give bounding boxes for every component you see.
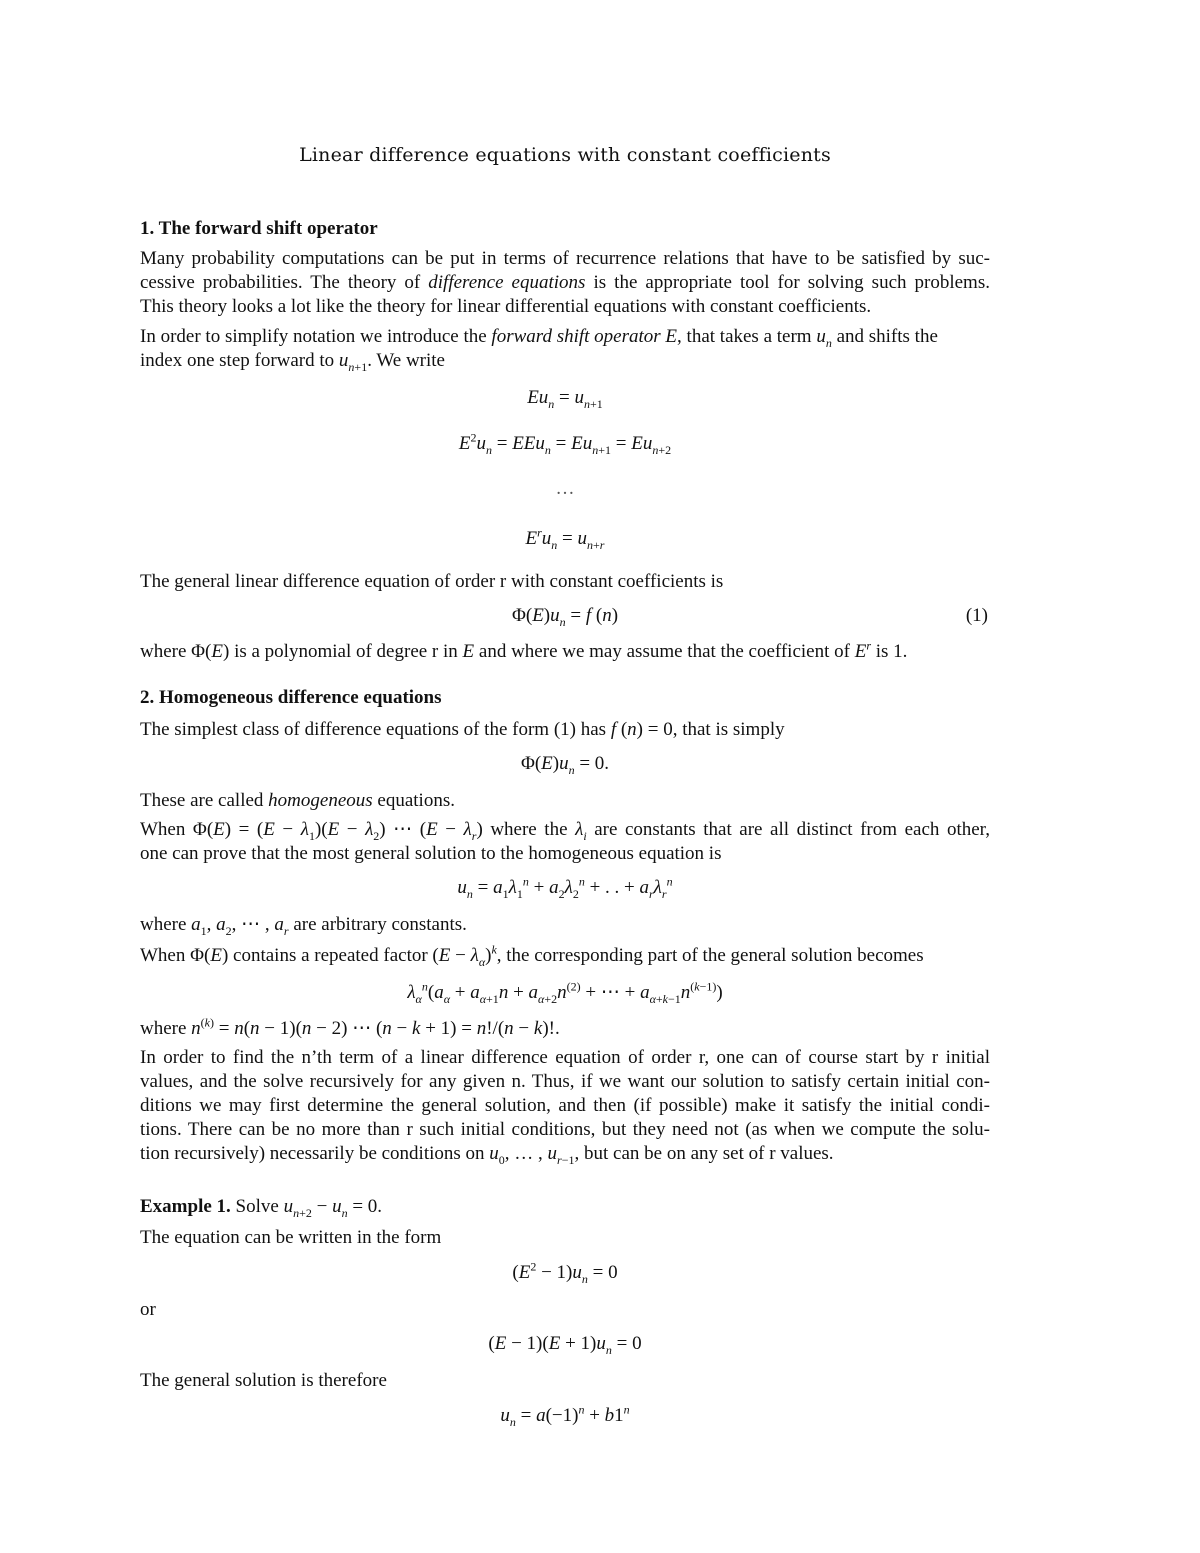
paragraph-line: When Φ(E) contains a repeated factor $(E - \lambda_\alpha)^k$, the corresponding part of the general solution becomes (140, 942, 924, 969)
paragraph-distinct-roots (140, 818, 990, 866)
equation-shift-2: $E^2u_n = EEu_n = Eu_{n+1} = Eu_{n+2}$ (458, 430, 672, 457)
paragraph-line: where $n^{(k)} = n(n - 1)(n - 2)$ ⋯ (n − k + 1) = n!/(n − k)!. (140, 1015, 560, 1039)
example-1-statement (140, 1195, 990, 1219)
paragraph-line: ditions we may first determine the general solution, and then (if possible) make it satisfy the initial condi- (140, 1095, 990, 1116)
section-2-heading: 2. Homogeneous difference equations (140, 687, 442, 708)
paragraph-line: This theory looks a lot like the theory for linear differential equations with constant coefficients. (140, 296, 872, 317)
equation-shift-1: $Eu_n = u_{n+1}$ (527, 387, 603, 411)
paragraph-line: Many probability computations can be put in terms of recurrence relations that have to be satisfied by suc- (140, 248, 990, 269)
paragraph-line: The simplest class of difference equations of the form (1) has f (n) = 0, that is simply (140, 719, 785, 740)
paragraph-repeated-factor (140, 944, 990, 968)
paragraph-line: These are called homogeneous equations. (140, 790, 455, 811)
paragraph-line: or (140, 1299, 156, 1320)
paragraph-initial-conditions (140, 1046, 990, 1166)
page-title: Linear difference equations with constant coefficients (299, 144, 831, 166)
paragraph-line: tion recursively) necessarily be conditions on $u_0$, … , $u_{r-1}$, but can be on any set of r values. (140, 1143, 834, 1167)
paragraph-falling-factorial (140, 1017, 990, 1041)
paragraph-arbitrary-constants (140, 913, 990, 937)
paragraph-or (140, 1298, 990, 1322)
paragraph-intro (140, 247, 990, 319)
paragraph-general-equation (140, 570, 990, 594)
paragraph-line: The equation can be written in the form (140, 1227, 442, 1248)
paragraph-line: Example 1. Solve $u_{n+2} - u_n = 0$. (140, 1196, 383, 1220)
paragraph-line: When $\Phi(E) = (E - \lambda_1)(E - \lambda_2)$ ⋯ $(E - \lambda_r)$ where the $\lambda_i$ are constants that are all distinct from each other, (140, 819, 990, 843)
paragraph-polynomial (140, 640, 990, 664)
paragraph-line: tions. There can be no more than r such initial conditions, but they need not (as when we compute the solu- (140, 1119, 990, 1140)
equation-general-solution: $u_n = a_1\lambda_1^n + a_2\lambda_2^n$ + . . + $a_r\lambda_r^n$ (457, 874, 673, 901)
paragraph-line: where $a_1$, $a_2$, ⋯ , $a_r$ are arbitrary constants. (140, 914, 467, 938)
paragraph-shift-operator (140, 325, 990, 373)
paragraph-form (140, 1226, 990, 1250)
equation-example-solution: $u_n = a(-1)^n + b1^n$ (500, 1402, 630, 1429)
paragraph-line: cessive probabilities. The theory of difference equations is the appropriate tool for solving such problems. (140, 272, 990, 293)
paragraph-line: In order to find the n’th term of a linear difference equation of order r, one can of course start by r initial (140, 1047, 990, 1068)
equation-repeated-solution: $\lambda_\alpha^n(a_\alpha + a_{\alpha+1}n + a_{\alpha+2}n^{(2)}$ + ⋯ + $a_{\alpha+k-1}n^{(k-1)}$) (407, 979, 723, 1006)
paragraph-line: The general linear difference equation of order r with constant coefficients is (140, 571, 724, 592)
section-1-heading: 1. The forward shift operator (140, 218, 378, 239)
equation-example-form: $(E^2 - 1)u_n = 0$ (512, 1259, 618, 1286)
equation-homogeneous: $\Phi(E)u_n = 0$. (520, 753, 610, 777)
paragraph-therefore (140, 1369, 990, 1393)
paragraph-line: index one step forward to $u_{n+1}$. We write (140, 350, 445, 374)
paragraph-line: The general solution is therefore (140, 1370, 387, 1391)
paragraph-simplest-class (140, 718, 990, 742)
equation-number: (1) (965, 605, 988, 626)
equation-shift-r: $E^ru_n = u_{n+r}$ (525, 525, 605, 552)
paragraph-line: In order to simplify notation we introduce the forward shift operator E, that takes a term $u_n$ and shifts the (140, 326, 938, 350)
equation-ellipsis: … (555, 478, 575, 499)
paragraph-line: one can prove that the most general solution to the homogeneous equation is (140, 843, 722, 864)
equation-example-factored: $(E - 1)(E + 1)u_n = 0$ (488, 1333, 642, 1357)
equation-1: $\Phi(E)u_n = f$ (n) (511, 605, 619, 629)
paragraph-line: where Φ(E) is a polynomial of degree r in E and where we may assume that the coefficient of $E^r$ is 1. (140, 638, 908, 662)
paragraph-homogeneous-def (140, 789, 990, 813)
paragraph-line: values, and the solve recursively for any given n. Thus, if we want our solution to satisfy certain initial con- (140, 1071, 990, 1092)
